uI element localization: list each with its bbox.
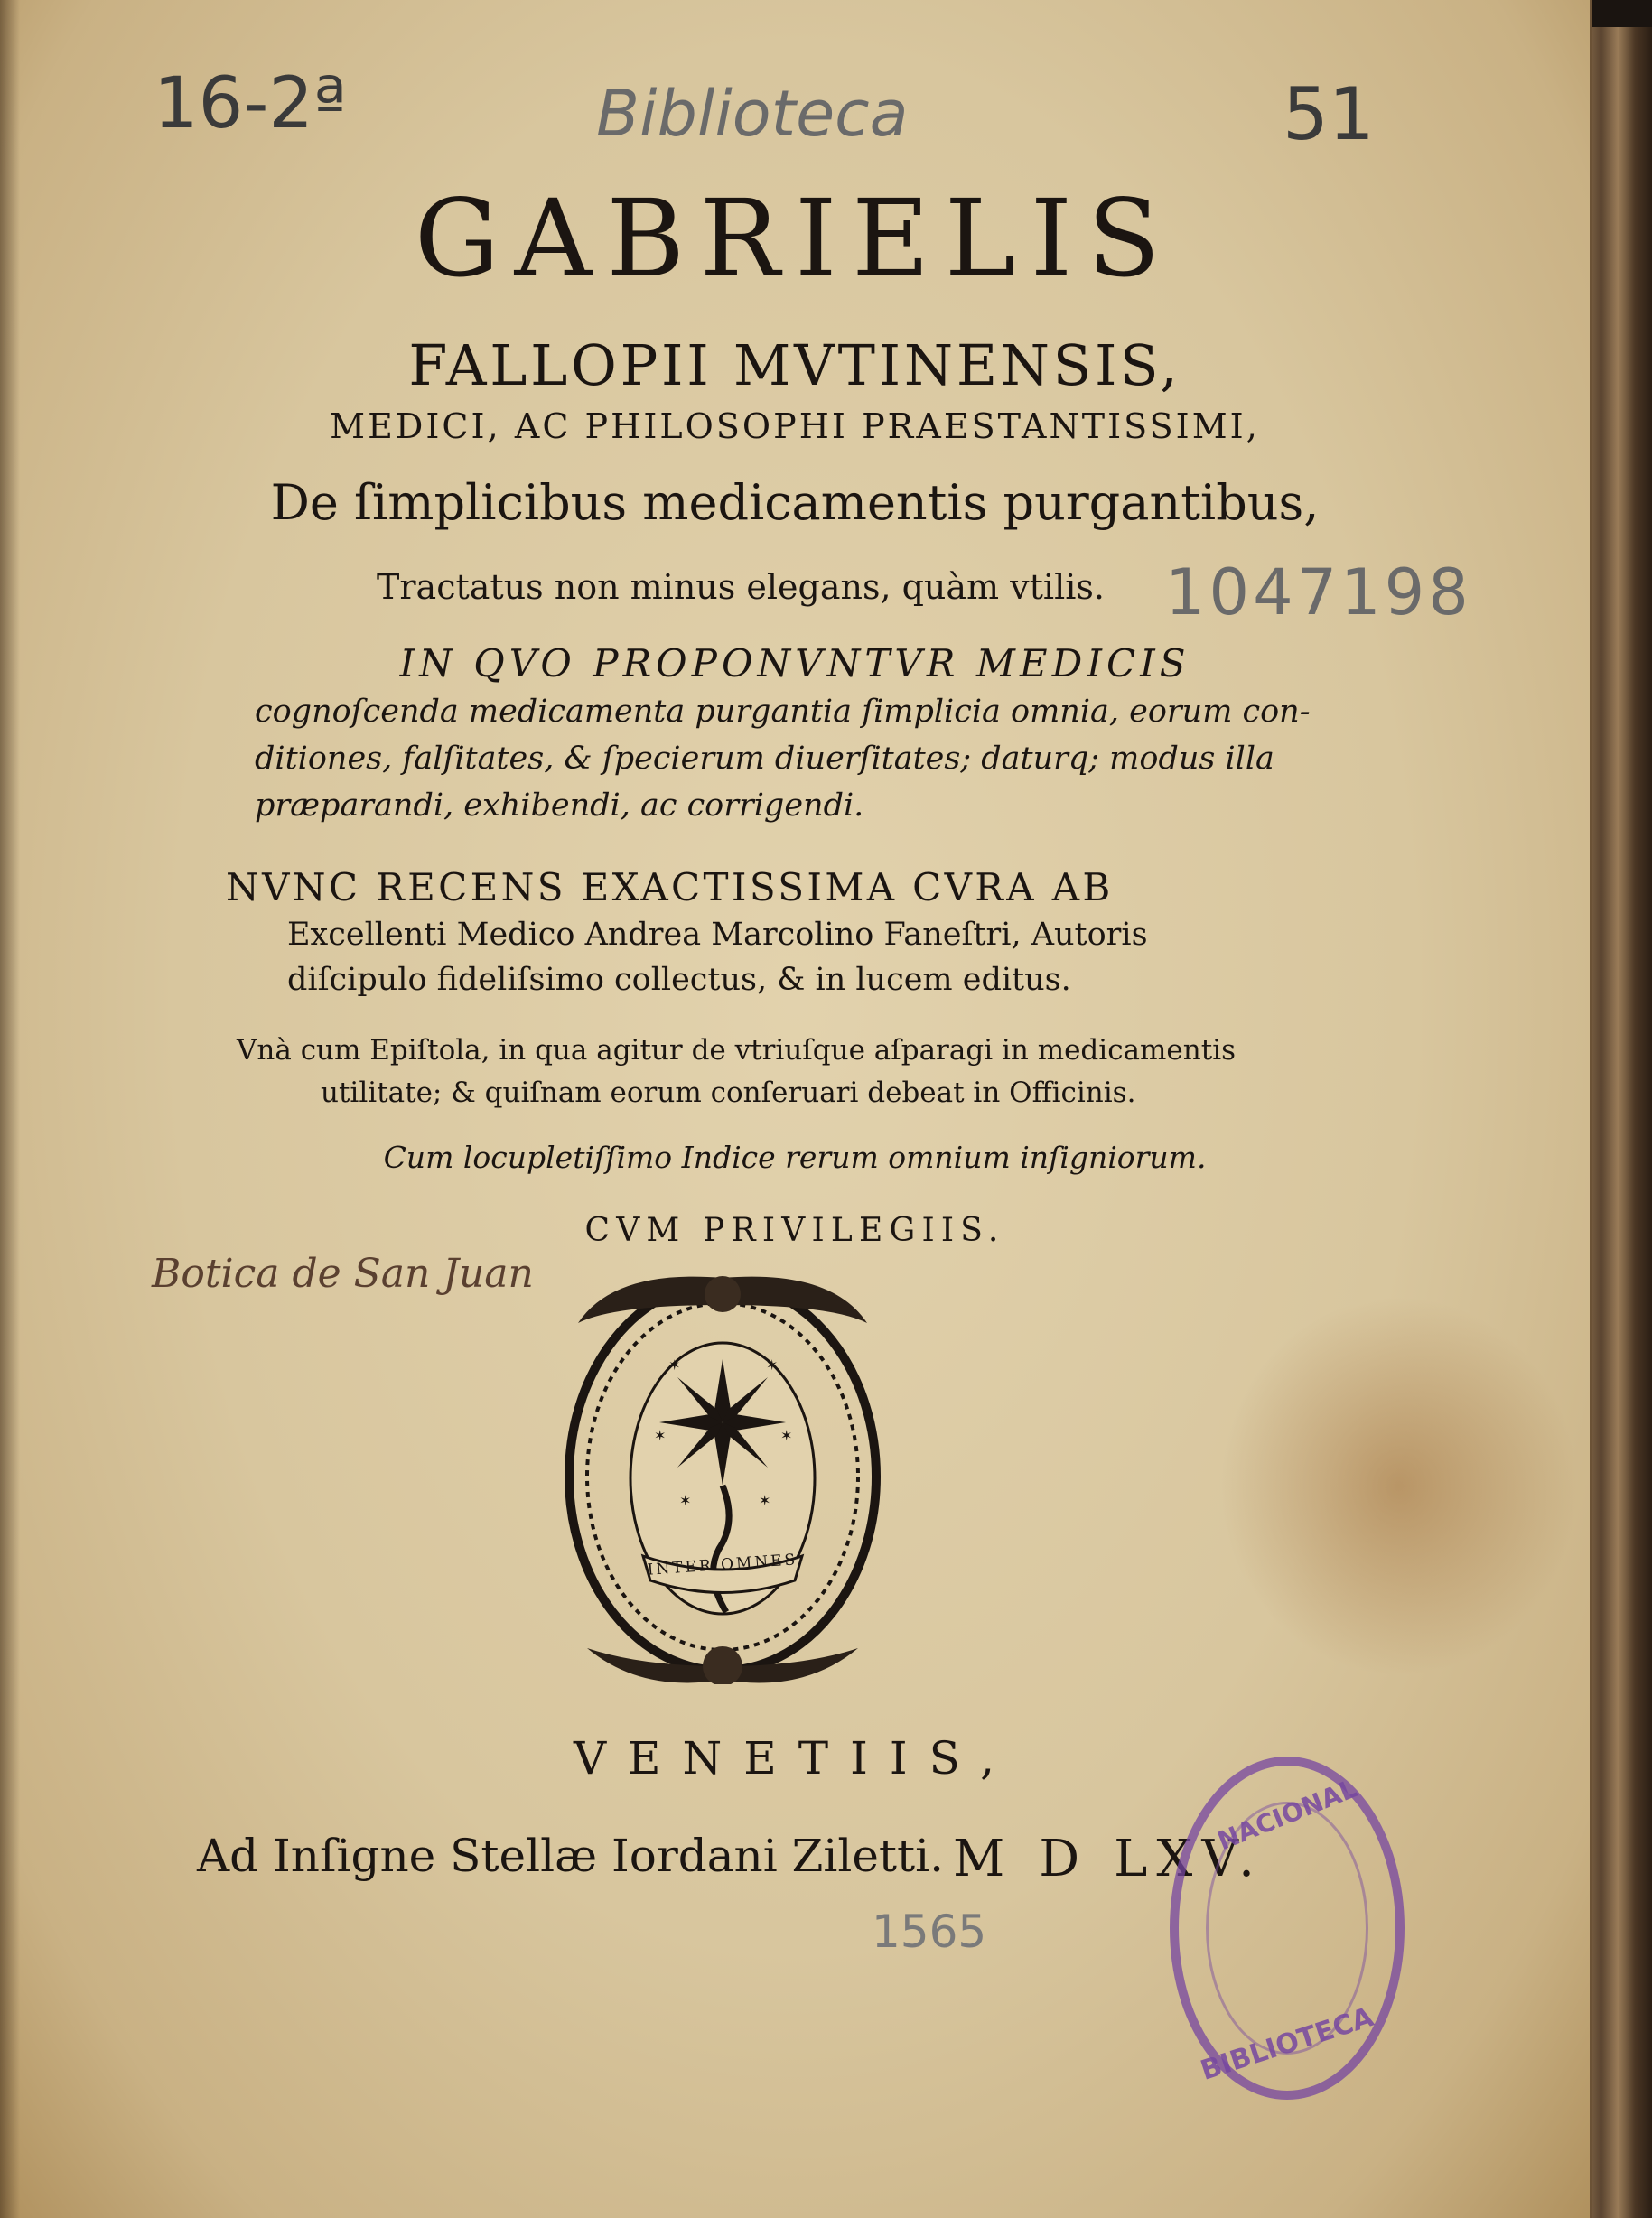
author-surname: FALLOPII MVTINENSIS, [408,332,1181,398]
editor-line: Excellenti Medico Andrea Marcolino Faneſtri, Autoris [287,917,1148,953]
annotation-top-center: Biblioteca [596,77,909,151]
stamp-top-text: NACIONAL [1213,1773,1361,1857]
author-first-name: GABRIELIS [414,176,1176,301]
library-stamp [1170,1757,1405,2100]
epistola-line: utilitate; & quiſnam eorum conſeruari debeat in Officinis. [321,1076,1136,1109]
svg-text:✶: ✶ [679,1492,692,1509]
epistola-line: Vnà cum Epiſtola, in qua agitur de vtriuſque aſparagi in medicamentis [237,1034,1237,1067]
index-line: Cum locupletiſſimo Indice rerum omnium inſigniorum. [383,1140,1207,1175]
imprint-place: VENETIIS, [573,1732,1017,1785]
imprint-publisher: Ad Inſigne Stellæ Iordani Ziletti. [197,1830,945,1882]
annotation-year: 1565 [872,1906,987,1958]
work-subtitle: Tractatus non minus elegans, quàm vtilis. [377,567,1105,607]
imprint-date: M D LXV. [953,1830,1264,1888]
svg-text:✶: ✶ [766,1356,779,1374]
star-emblem-icon [560,1269,885,1684]
stamp-bottom-text: BIBLIOTECA [1197,2001,1377,2087]
description-line: cognoſcenda medicamenta purgantia ſimplicia omnia, eorum con- [255,694,1311,730]
svg-text:✶: ✶ [759,1492,771,1509]
privilege-line: CVM PRIVILEGIIS. [584,1212,1005,1249]
device-motto: INTER OMNES [647,1551,798,1580]
editor-line: diſcipulo fideliſsimo collectus, & in lucem editus. [287,962,1071,998]
printers-device [560,1269,885,1684]
work-title: De ſimplicibus medicamentis purgantibus, [270,474,1320,531]
author-roles: MEDICI, AC PHILOSOPHI PRAESTANTISSIMI, [330,406,1260,446]
description-line: præparandi, exhibendi, ac corrigendi. [255,787,864,824]
description-heading: IN QVO PROPONVNTVR MEDICIS [399,641,1190,685]
svg-text:✶: ✶ [668,1356,681,1374]
annotation-top-left: 16-2ª [154,63,347,144]
annotation-shelfmark: 1047198 [1165,555,1472,629]
svg-text:✶: ✶ [654,1427,667,1444]
description-line: ditiones, falſitates, & ſpecierum diuerſitates; daturq; modus illa [255,741,1274,777]
editor-heading: NVNC RECENS EXACTISSIMA CVRA AB [226,865,1114,909]
annotation-owner: Botica de San Juan [152,1251,534,1297]
annotation-top-right: 51 [1283,72,1375,156]
svg-text:✶: ✶ [780,1427,793,1444]
